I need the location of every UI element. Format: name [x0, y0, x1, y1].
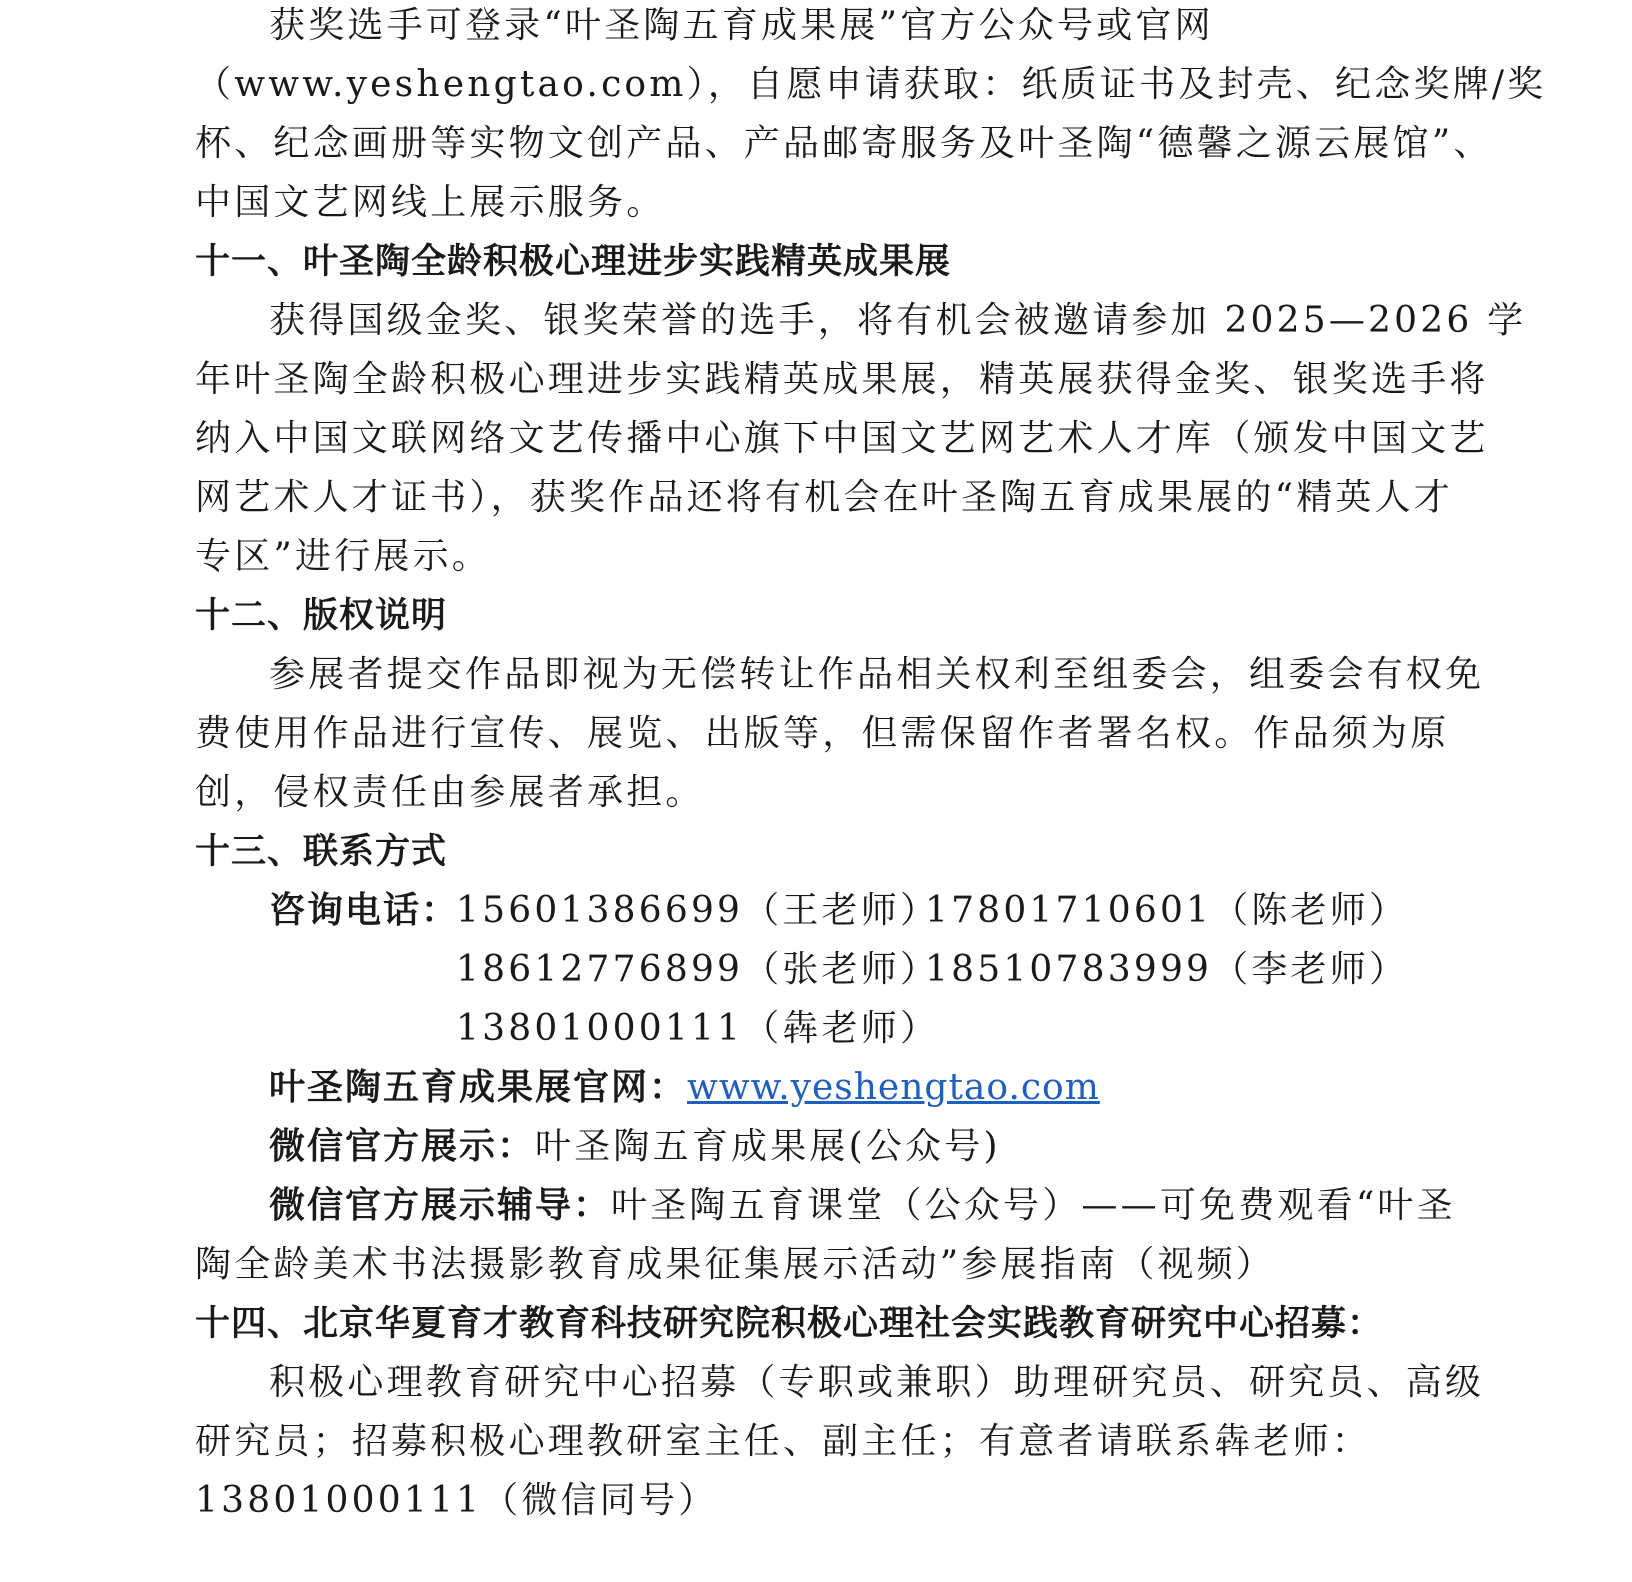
guide-row — [269, 1184, 1456, 1228]
guide-value-line-2: 陶全龄美术书法摄影教育成果征集展示活动”参展指南（视频） — [195, 1244, 1276, 1285]
intro-line-3: 杯、纪念画册等实物文创产品、产品邮寄服务及叶圣陶“德馨之源云展馆”、 — [195, 123, 1493, 164]
section-14-heading: 十四、北京华夏育才教育科技研究院积极心理社会实践教育研究中心招募： — [195, 1304, 1384, 1344]
section-12-line-3: 创，侵权责任由参展者承担。 — [195, 772, 705, 813]
phone-label: 咨询电话： — [269, 890, 460, 931]
intro-line-4: 中国文艺网线上展示服务。 — [195, 182, 666, 223]
section-11-line-5: 专区”进行展示。 — [195, 536, 492, 577]
phone-chen: 17801710601（陈老师） — [925, 890, 1409, 931]
intro-line-1: 获奖选手可登录“叶圣陶五育成果展”官方公众号或官网 — [269, 5, 1214, 46]
wechat-value: 叶圣陶五育成果展(公众号) — [535, 1126, 1001, 1167]
guide-value-line-1: 叶圣陶五育课堂（公众号）——可免费观看“叶圣 — [611, 1185, 1456, 1226]
section-12-line-1: 参展者提交作品即视为无偿转让作品相关权利至组委会，组委会有权免 — [269, 654, 1485, 695]
wechat-row — [269, 1125, 1369, 1169]
official-site-label: 叶圣陶五育成果展官网： — [269, 1067, 688, 1108]
section-14-line-2: 研究员；招募积极心理教研室主任、副主任；有意者请联系犇老师： — [195, 1421, 1372, 1462]
section-14-line-3: 13801000111（微信同号） — [195, 1480, 718, 1521]
phone-ben: 13801000111（犇老师） — [456, 1008, 940, 1049]
phone-li: 18510783999（李老师） — [925, 949, 1409, 990]
section-14-line-1: 积极心理教育研究中心招募（专职或兼职）助理研究员、研究员、高级 — [269, 1362, 1485, 1403]
section-11-line-4: 网艺术人才证书），获奖作品还将有机会在叶圣陶五育成果展的“精英人才 — [195, 477, 1454, 518]
guide-label: 微信官方展示辅导： — [269, 1185, 612, 1226]
section-11-line-2: 年叶圣陶全龄积极心理进步实践精英成果展，精英展获得金奖、银奖选手将 — [195, 359, 1489, 400]
section-11-line-3: 纳入中国文联网络文艺传播中心旗下中国文艺网艺术人才库（颁发中国文艺 — [195, 418, 1489, 459]
section-11-heading: 十一、叶圣陶全龄积极心理进步实践精英成果展 — [195, 242, 952, 282]
intro-line-2: （www.yeshengtao.com），自愿申请获取：纸质证书及封壳、纪念奖牌/奖 — [195, 64, 1547, 105]
section-13-heading: 十三、联系方式 — [195, 832, 448, 872]
official-site-link[interactable]: www.yeshengtao.com — [687, 1067, 1100, 1108]
phone-wang: 15601386699（王老师） — [456, 890, 940, 931]
section-12-line-2: 费使用作品进行宣传、展览、出版等，但需保留作者署名权。作品须为原 — [195, 713, 1450, 754]
official-site-row — [269, 1066, 1369, 1110]
wechat-label: 微信官方展示： — [269, 1126, 536, 1167]
section-11-line-1: 获得国级金奖、银奖荣誉的选手，将有机会被邀请参加 2025—2026 学 — [269, 300, 1527, 341]
section-12-heading: 十二、版权说明 — [195, 596, 448, 636]
phone-zhang: 18612776899（张老师） — [456, 949, 940, 990]
